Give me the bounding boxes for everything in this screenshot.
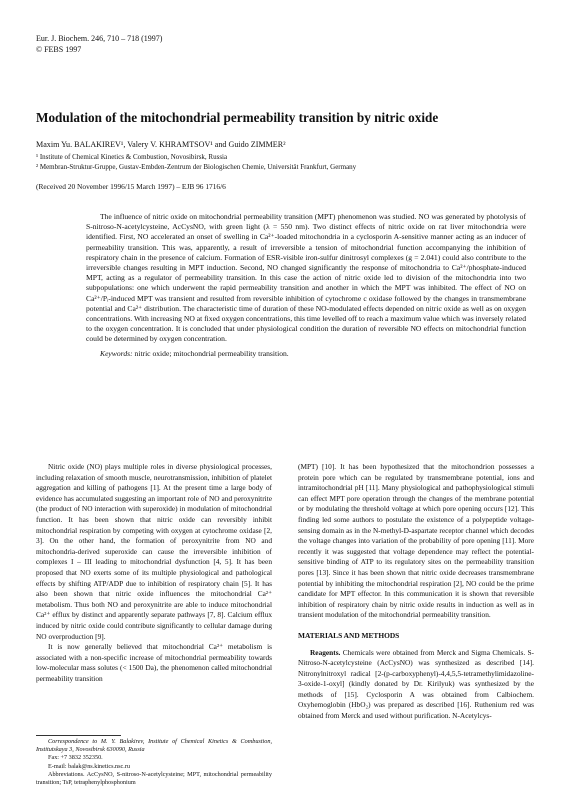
copyright-line: © FEBS 1997 [36,45,82,54]
footnote-correspondence: Correspondence to M. Y. Balakirev, Institute of Chemical Kinetics & Combustion, Institutskaya 3, Novosibirsk 630090, Russia [36,738,272,754]
footnote-abbreviations: Abbreviations. AcCysNO, S-nitroso-N-acetylcysteine; MPT, mitochondrial permeability transition; TsP, tetraphenylphosphonium [36,770,272,787]
abstract [86,212,526,359]
methods-heading: MATERIALS AND METHODS [298,630,400,640]
affiliation-2: ² Membran-Struktur-Gruppe, Gustav-Embden-Zentrum der Biologischen Chemie, Universität Frankfurt, Germany [36,163,357,171]
abstract-text: The influence of nitric oxide on mitochondrial permeability transition (MPT) phenomenon was studied. NO was generated by photolysis of S-nitroso-N-acetylcysteine, AcCysNO, with green light (λ = 550 nm). Two distinct effects of nitric oxide on rat liver mitochondria were identified. First, NO accelerated an onset of swelling in Ca²⁺-loaded mitochondria in a cyclosporin A-sensitive manner acting as an inducer of permeability transition. This was, apparently, a result of irreversible a tension of mitochondrial function accompanying the inhibition of respiratory chain in the presence of calcium. Formation of ESR-visible iron-sulfur dinitrosyl complexes (g = 2.041) could also contribute to the irreversible changes resulting in MPT induction. Second, NO changed significantly the response of mitochondria to Ca²⁺/phosphate-induced MPT, acting as a regulator of permeability transition. In this case the action of nitric oxide led to division of the mitochondria into two subpopulations: one which underwent the rapid permeability transition and another in which the MPT was inhibited. The effect of NO on Ca²⁺/Pᵢ-induced MPT was transient and resulted from reversible inhibition of cytochrome c oxidase followed by the changes in transmembrane potential and Ca²⁺ distribution. The characteristic time of duration of these NO-modulated effects depended on nitric oxide as well as on oxygen concentrations. With increasing NO at fixed oxygen concentrations, this time levelled off to reach a maximum value which was inversely related to the oxygen concentration. It is concluded that under physiological condition the duration of reversible NO effects on mitochondrial function could be determined by oxygen concentration. [86,212,526,344]
affiliation-1: ¹ Institute of Chemical Kinetics & Combustion, Novosibirsk, Russia [36,153,228,161]
article-title: Modulation of the mitochondrial permeability transition by nitric oxide [36,110,439,125]
footnotes [36,738,272,787]
author-list: Maxim Yu. BALAKIREV¹, Valery V. KHRAMTSOV¹ and Guido ZIMMER² [36,140,286,149]
methods-text: Chemicals were obtained from Merck and Sigma Chemicals. S-Nitroso-N-acetylcysteine (AcCysNO) was synthesized as described [14]. Nitronylnitroxyl radical [2-(p-carboxyphenyl)-4,4,5,5-tetramethylimidazoline-3-oxide-1-oxyl] (kindly donated by Dr. Kirilyuk) was synthesized by the methods of [15]. Cyclosporin A was obtained from Calbiochem. Oxyhemoglobin (HbO₂) was prepared as described [16]. Ruthenium red was obtained from Merck and used without purification. N-Acetylcys- [298,647,534,721]
keywords [86,349,526,359]
intro-paragraph-2: It is now generally believed that mitochondrial Ca²⁺ metabolism is associated with a non-specific increase of mitochondrial permeability towards low-molecular mass solutes (< 1500 Da), the phenomenon called mitochondrial permeability transition [36,642,272,683]
intro-paragraph-3: (MPT) [10]. It has been hypothesized that the mitochondrion possesses a protein pore which can be regulated by transmembrane potential, ions and intramitochondrial pH [11]. Many physiological and pathophysiological stimuli can effect MPT pore operation through the changes of the membrane potential or by modulating the threshold voltage at which pore opening occurs [12]. This finding led some authors to postulate the existence of a polypeptide voltage-sensing domain as in the N-methyl-D-aspartate receptor channel which decodes the voltage changes into variation of the probability of pore opening [11]. More recently it was suggested that voltage dependence may reflect the potential-sensitive binding of ATP to its regulatory sites on the permeability transition pores [13]. Since it has been shown that nitric oxide decreases transmembrane potential by inhibiting the mitochondrial respiration [2], NO could be the prime candidate for MPT effector. In this communication it is shown that reversible inhibition of respiratory chain by nitric oxide results in induction as well as in transient modulation of the mitochondrial permeability transition. [298,462,534,620]
keywords-text: nitric oxide; mitochondrial permeability transition. [134,348,289,358]
footnote-separator [36,735,121,736]
body-left-column [36,462,272,684]
journal-header [36,33,162,55]
intro-paragraph-1: Nitric oxide (NO) plays multiple roles in diverse physiological processes, including relaxation of smooth muscle, neurotransmission, inhibition of platelet aggregation and killing of pathogens [1]. At the present time a large body of evidence has accumulated suggesting an important role of NO and peroxynitrite (the product of NO interaction with superoxide) in modulation of mitochondrial function. It has been shown that nitric oxide can reversibly inhibit mitochondrial respiration by competing with oxygen at cytochrome oxidase [2, 3]. On the other hand, the formation of peroxynitrite from NO and mitochondria-derived superoxide can cause the irreversible inhibition of complexes I – III leading to mitochondrial dysfunction [4, 5]. It has been proposed that NO exerts some of its multiple physiological and pathological effects by shifting ATP/ADP due to inhibition of respiratory chain [5]. It has also been shown that nitric oxide influences the mitochondrial Ca²⁺ metabolism. Thus both NO and peroxynitrite are able to induce mitochondrial Ca²⁺ efflux by distinct and apparently separate pathways [7, 8]. Calcium efflux induced by nitric oxide could contribute significantly to cellular damage during NO overproduction [9]. [36,462,272,641]
received-line: (Received 20 November 1996/15 March 1997) – EJB 96 1716/6 [36,182,226,191]
journal-citation: Eur. J. Biochem. 246, 710 – 718 (1997) [36,34,163,43]
footnote-fax: Fax: +7 3832 352350. [48,754,103,762]
methods-paragraph [298,648,534,722]
keywords-label: Keywords: [100,348,133,358]
methods-lead: Reagents. [310,647,341,657]
footnote-email: E-mail: balak@ns.kinetics.nsc.ru [48,762,130,770]
body-right-column [298,462,534,722]
affiliations [36,152,536,172]
